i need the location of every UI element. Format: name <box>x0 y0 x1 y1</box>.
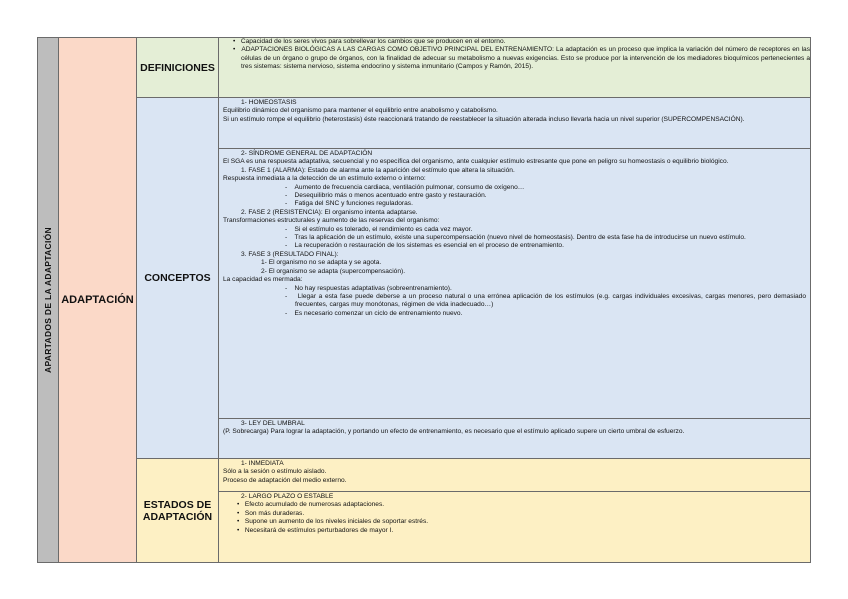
fase3-option: 2- El organismo se adapta (supercompensación). <box>261 267 406 275</box>
inmediata-title: 1- INMEDIATA <box>241 460 284 467</box>
estados-content <box>219 459 811 563</box>
definiciones-label: DEFINICIONES <box>137 38 219 98</box>
sga-title: 2- SÍNDROME GENERAL DE ADAPTACIÓN <box>241 150 373 157</box>
largo-plazo-item: • Supone un aumento de los niveles iniciales de soportar estrés. <box>237 518 429 526</box>
fase1-title: 1. FASE 1 (ALARMA): Estado de alarma ante la aparición del estímulo que altera la situación. <box>241 166 515 174</box>
inmediata-line: Proceso de adaptación del medio externo. <box>223 476 347 484</box>
conceptos-label: CONCEPTOS <box>137 98 219 459</box>
fase2-item: - Si el estímulo es tolerado, el rendimiento es cada vez mayor. <box>285 225 473 233</box>
sga-intro: El SGA es una respuesta adaptativa, secuencial y no específica del organismo, ante cualquier estímulo estresante que pone en peligro su homeostasis o equilibrio biológico. <box>223 158 729 166</box>
fase3-item: - Es necesario comenzar un ciclo de entrenamiento nuevo. <box>285 309 463 317</box>
homeostasis-section <box>219 98 810 148</box>
umbral-section <box>219 418 810 458</box>
fase3-intro: La capacidad es mermada: <box>223 276 303 284</box>
fase1-item: - Aumento de frecuencia cardiaca, ventilación pulmonar, consumo de oxígeno… <box>285 183 525 191</box>
inmediata-line: Sólo a la sesión o estímulo aislado. <box>223 468 327 476</box>
fase2-title: 2. FASE 2 (RESISTENCIA): El organismo intenta adaptarse. <box>241 208 418 216</box>
fase3-option: 1- El organismo no se adapta y se agota. <box>261 259 382 267</box>
fase2-item: - Tras la aplicación de un estímulo, existe una supercompensación (nuevo nivel de homeostasis). Dentro de esta fase ha de introducirse un nuevo estímulo. <box>285 234 746 242</box>
fase3-item: - Llegar a esta fase puede deberse a un proceso natural o una errónea aplicación de los estímulos (e.g. cargas individuales excesivas, cargas menores, pero demasiado frecuentes, cargas muy monótonas, régimen de vida inadecuado…) <box>285 292 806 309</box>
adaptation-summary-table <box>37 37 811 563</box>
sga-section <box>219 148 810 418</box>
umbral-title: 3- LEY DEL UMBRAL <box>241 420 305 427</box>
conceptos-content <box>219 98 811 459</box>
largo-plazo-title: 2- LARGO PLAZO O ESTABLE <box>241 493 334 500</box>
fase1-item: - Desequilibrio más o menos acentuado entre gasto y restauración. <box>285 192 487 200</box>
adaptation-cell <box>59 38 137 563</box>
largo-plazo-item: • Son más duraderas. <box>237 509 305 517</box>
definicion-item: • ADAPTACIONES BIOLÓGICAS A LAS CARGAS COMO OBJETIVO PRINCIPAL DEL ENTRENAMIENTO: La adaptación es un proceso que implica la variación del número de receptores en las células de un órgano o grupo de órganos, con la finalidad de adecuar su metabolismo a nuevas exigencias. Esto se produce por la intervención de los mediadores bioquímicos pertenecientes a tres sistemas: sistema nervioso, sistema endocrino y sistema inmunitario (Campos y Ramón, 2015). <box>233 46 810 71</box>
fase3-title: 3. FASE 3 (RESULTADO FINAL): <box>241 250 339 258</box>
fase2-item: - La recuperación o restauración de los sistemas es esencial en el proceso de entrenamiento. <box>285 242 564 250</box>
umbral-text: (P. Sobrecarga) Para lograr la adaptación, y portando un efecto de entrenamiento, es necesario que el estímulo aplicado supere un cierto umbral de esfuerzo. <box>223 428 685 436</box>
inmediata-section <box>219 459 810 491</box>
largo-plazo-section <box>219 491 810 561</box>
homeostasis-line: Si un estímulo rompe el equilibrio (heterostasis) éste reaccionará tratando de reestablecer la situación alterada incluso llevarla hacia un nivel superior (SUPERCOMPENSACIÓN). <box>223 115 745 123</box>
homeostasis-title: 1- HOMEOSTASIS <box>241 99 297 106</box>
largo-plazo-item: • Efecto acumulado de numerosas adaptaciones. <box>237 501 385 509</box>
summary-table-container <box>37 37 811 559</box>
fase1-item: - Fatiga del SNC y funciones reguladoras. <box>285 200 413 208</box>
largo-plazo-item: • Necesitará de estímulos perturbadores de mayor I. <box>237 526 394 534</box>
fase1-intro: Respuesta inmediata a la detección de un estímulo externo o interno: <box>223 175 426 183</box>
definiciones-content <box>219 38 811 98</box>
adaptation-label: ADAPTACIÓN <box>61 294 134 306</box>
estados-label: ESTADOS DE ADAPTACIÓN <box>137 459 219 563</box>
fase3-item: - No hay respuestas adaptativas (sobreentrenamiento). <box>285 284 452 292</box>
fase2-intro: Transformaciones estructurales y aumento de las reservas del organismo: <box>223 217 440 225</box>
definicion-item: • Capacidad de los seres vivos para sobrellevar los cambios que se producen en el entorno. <box>233 38 506 45</box>
vertical-title: APARTADOS DE LA ADAPTACIÓN <box>43 227 53 373</box>
homeostasis-line: Equilibrio dinámico del organismo para mantener el equilibrio entre anabolismo y catabolismo. <box>223 107 498 115</box>
vertical-title-cell <box>38 38 59 563</box>
